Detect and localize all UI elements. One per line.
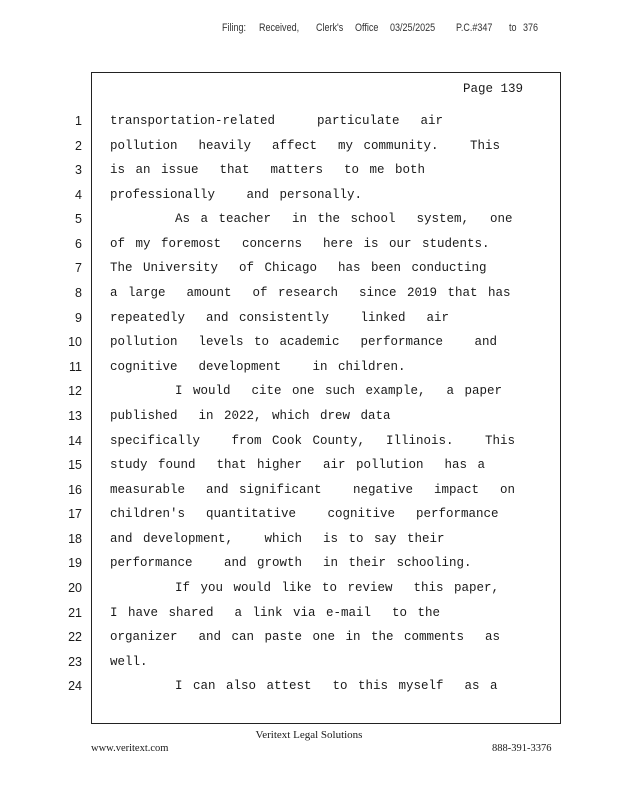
- transcript-line: [0, 655, 618, 679]
- line-number: 8: [75, 286, 82, 300]
- line-text: children's quantitative cognitive performance: [110, 507, 499, 521]
- transcript-line: [0, 458, 618, 482]
- line-text: I would cite one such example, a paper: [175, 384, 503, 398]
- line-text: organizer and can paste one in the comments as: [110, 630, 501, 644]
- line-text: is an issue that matters to me both: [110, 163, 426, 177]
- line-text: I can also attest to this myself as a: [175, 679, 498, 693]
- line-number: 21: [68, 606, 82, 620]
- line-text: pollution levels to academic performance and: [110, 335, 498, 349]
- line-text: As a teacher in the school system, one: [175, 212, 513, 226]
- line-number: 10: [68, 335, 82, 349]
- transcript-line: [0, 114, 618, 138]
- line-text: transportation-related particulate air: [110, 114, 444, 128]
- line-text: measurable and significant negative impact on: [110, 483, 516, 497]
- line-number: 19: [68, 556, 82, 570]
- footer-company: Veritext Legal Solutions: [255, 729, 363, 741]
- line-text: The University of Chicago has been conducting: [110, 261, 487, 275]
- line-number: 5: [75, 212, 82, 226]
- line-number: 6: [75, 237, 82, 251]
- line-number: 2: [75, 139, 82, 153]
- line-number: 22: [68, 630, 82, 644]
- line-text: pollution heavily affect my community. This: [110, 139, 501, 153]
- transcript-line: [0, 606, 618, 630]
- line-text: professionally and personally.: [110, 188, 363, 202]
- transcript-line: [0, 483, 618, 507]
- transcript-line: [0, 507, 618, 531]
- line-text: a large amount of research since 2019 that has: [110, 286, 511, 300]
- line-number: 12: [68, 384, 82, 398]
- line-text: published in 2022, which drew data: [110, 409, 391, 423]
- line-number: 9: [75, 311, 82, 325]
- line-number: 4: [75, 188, 82, 202]
- filing-date: 03/25/2025: [390, 22, 436, 34]
- transcript-line: [0, 286, 618, 310]
- line-number: 1: [75, 114, 82, 128]
- office-label: Office: [355, 22, 379, 34]
- line-text: performance and growth in their schooling.: [110, 556, 472, 570]
- line-number: 7: [75, 261, 82, 275]
- line-text: and development, which is to say their: [110, 532, 445, 546]
- filing-label: Filing:: [222, 22, 247, 34]
- transcript-line: [0, 237, 618, 261]
- line-text: If you would like to review this paper,: [175, 581, 500, 595]
- line-number: 24: [68, 679, 82, 693]
- footer-website: www.veritext.com: [91, 743, 169, 754]
- transcript-line: [0, 409, 618, 433]
- line-number: 15: [68, 458, 82, 472]
- pc-number: P.C.#347: [456, 22, 493, 34]
- transcript-line: [0, 163, 618, 187]
- page-number: Page 139: [463, 82, 524, 96]
- transcript-line: [0, 532, 618, 556]
- line-text: study found that higher air pollution has a: [110, 458, 486, 472]
- transcript-line: [0, 188, 618, 212]
- line-number: 20: [68, 581, 82, 595]
- line-text: specifically from Cook County, Illinois. This: [110, 434, 516, 448]
- line-number: 14: [68, 434, 82, 448]
- transcript-line: [0, 261, 618, 285]
- line-text: repeatedly and consistently linked air: [110, 311, 450, 325]
- to-label: to: [509, 22, 517, 34]
- line-number: 17: [68, 507, 82, 521]
- transcript-line: [0, 679, 618, 703]
- line-number: 16: [68, 483, 82, 497]
- transcript-line: [0, 581, 618, 605]
- line-number: 18: [68, 532, 82, 546]
- line-text: of my foremost concerns here is our students.: [110, 237, 490, 251]
- transcript-line: [0, 311, 618, 335]
- transcript-line: [0, 360, 618, 384]
- line-number: 11: [69, 360, 82, 374]
- transcript-line: [0, 556, 618, 580]
- total-pages: 376: [523, 22, 539, 34]
- line-text: cognitive development in children.: [110, 360, 406, 374]
- line-text: well.: [110, 655, 148, 669]
- transcript-line: [0, 139, 618, 163]
- transcript-line: [0, 630, 618, 654]
- line-text: I have shared a link via e-mail to the: [110, 606, 441, 620]
- line-number: 23: [68, 655, 82, 669]
- transcript-line: [0, 335, 618, 359]
- transcript-line: [0, 212, 618, 236]
- transcript-line: [0, 384, 618, 408]
- line-number: 13: [68, 409, 82, 423]
- transcript-line: [0, 434, 618, 458]
- clerks-label: Clerk's: [316, 22, 344, 34]
- line-number: 3: [75, 163, 82, 177]
- footer-phone: 888-391-3376: [492, 743, 552, 754]
- received-label: Received,: [259, 22, 300, 34]
